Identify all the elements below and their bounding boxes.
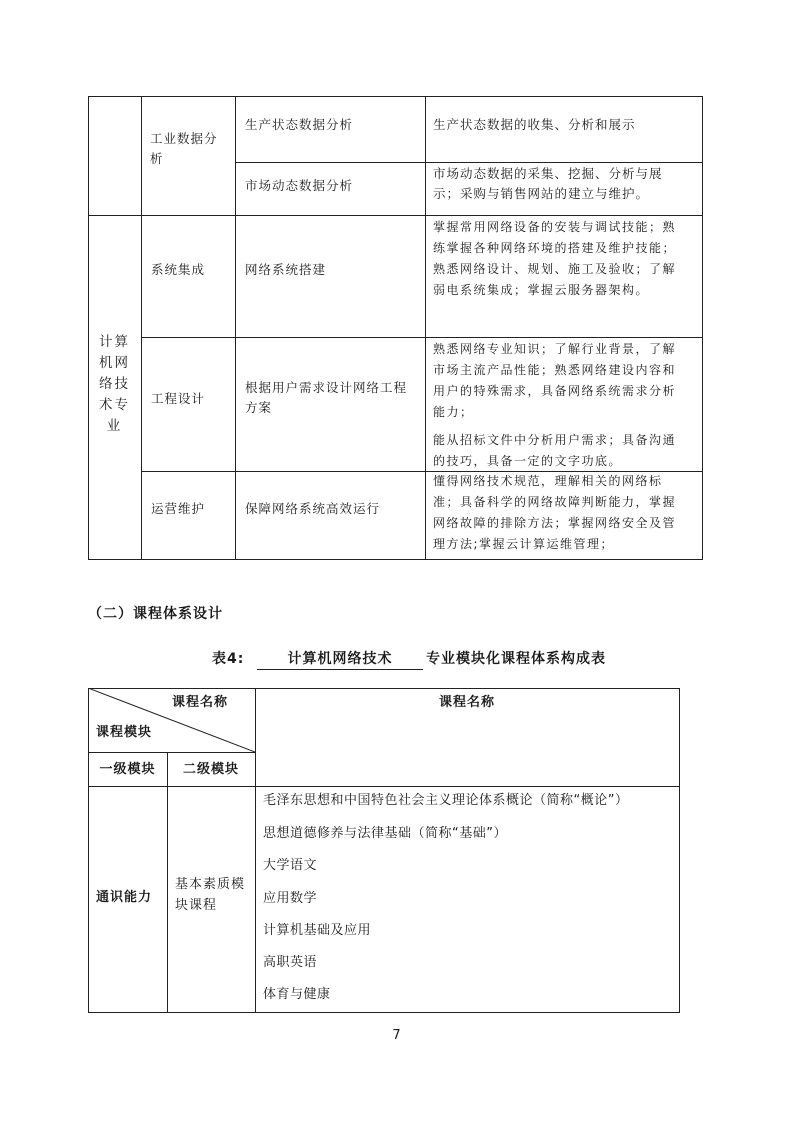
ability-line: 网络故障的排除方法；掌握网络安全及管 <box>433 516 677 530</box>
task-line: 根据用户需求设计网络工程 <box>245 380 408 395</box>
ability-line: 弱电系统集成；掌握云服务器架构。 <box>433 283 650 297</box>
ability-line: 用户的特殊需求，具备网络系统需求分析 <box>433 384 677 398</box>
course-system-table <box>88 688 680 1013</box>
course-item: 应用数学 <box>263 891 318 906</box>
module-name: 系统集成 <box>151 262 206 277</box>
ability-line: 练掌握各种网络环境的搭建及维护技能； <box>433 241 677 255</box>
ability-cell <box>433 217 676 301</box>
ability-cell: 生产状态数据的收集、分析和展示 <box>433 117 636 132</box>
ability-line: 理方法;掌握云计算运维管理； <box>433 537 615 551</box>
task-cell: 市场动态数据分析 <box>245 178 354 193</box>
module-name: 工业数据分析 <box>150 131 218 166</box>
major-line: 业 <box>106 418 123 434</box>
course-item: 大学语文 <box>263 858 318 873</box>
table-border-bottom <box>88 1012 680 1013</box>
ability-line: 熟悉网络设计、规划、施工及验收；了解 <box>433 262 677 276</box>
diagonal-header-top: 课程名称 <box>172 695 229 710</box>
module-name: 运营维护 <box>151 501 206 516</box>
course-item: 高职英语 <box>263 955 318 970</box>
column-divider <box>255 688 256 1013</box>
page-number: 7 <box>392 1028 401 1043</box>
level2-header: 二级模块 <box>182 762 239 777</box>
level2-module <box>175 874 245 916</box>
table-caption-suffix: 专业模块化课程体系构成表 <box>426 651 606 667</box>
task-cell: 保障网络系统高效运行 <box>245 501 381 516</box>
ability-line: 示；采购与销售网站的建立与维护。 <box>433 186 650 201</box>
task-line: 方案 <box>245 400 273 415</box>
table-border-right <box>679 688 680 1013</box>
major-name <box>88 332 141 437</box>
column-divider <box>141 96 142 560</box>
course-name-header: 课程名称 <box>438 695 495 710</box>
level2-line: 块课程 <box>175 898 218 913</box>
table-caption-prefix: 表4: <box>212 651 245 667</box>
task-cell: 生产状态数据分析 <box>245 117 354 132</box>
major-line: 络技 <box>99 376 130 392</box>
course-item: 计算机基础及应用 <box>263 923 372 938</box>
table-caption-major: 计算机网络技术 <box>257 648 423 670</box>
row-divider <box>141 337 702 338</box>
module-name: 工程设计 <box>151 391 206 406</box>
table-border-left <box>88 96 89 560</box>
ability-line: 准；具备科学的网络故障判断能力，掌握 <box>433 495 677 509</box>
course-item: 思想道德修养与法律基础（简称“基础”） <box>263 826 507 841</box>
level1-module: 通识能力 <box>96 890 153 905</box>
column-divider <box>235 96 236 560</box>
row-divider <box>88 786 680 787</box>
ability-line: 熟悉网络专业知识；了解行业背景，了解 <box>433 342 677 356</box>
ability-cell <box>433 339 676 472</box>
table-border-bottom <box>88 559 703 560</box>
major-line: 机网 <box>99 355 130 371</box>
ability-line: 市场动态数据的采集、挖掘、分析与展 <box>433 166 663 181</box>
row-divider <box>235 162 702 163</box>
task-cell: 网络系统搭建 <box>245 262 327 277</box>
major-line: 计算 <box>99 334 130 350</box>
row-divider <box>88 215 703 216</box>
competency-table <box>88 96 703 560</box>
major-line: 术专 <box>99 397 130 413</box>
ability-line: 掌握常用网络设备的安装与调试技能；熟 <box>433 220 677 234</box>
ability-line: 懂得网络技术规范，理解相关的网络标 <box>433 474 663 488</box>
ability-line: 能力； <box>433 405 474 419</box>
course-item: 毛泽东思想和中国特色社会主义理论体系概论（简称“概论”） <box>263 793 629 808</box>
course-item: 体育与健康 <box>263 987 331 1002</box>
section-heading: （二）课程体系设计 <box>88 606 223 622</box>
ability-line: 市场主流产品性能；熟悉网络建设内容和 <box>433 363 677 377</box>
module-cell <box>150 129 230 169</box>
column-divider <box>167 752 168 1013</box>
table-border-top <box>88 96 703 97</box>
diagonal-header-bottom: 课程模块 <box>96 725 153 740</box>
level1-header: 一级模块 <box>99 762 156 777</box>
column-divider <box>425 96 426 560</box>
ability-cell <box>433 471 676 555</box>
ability-line: 的技巧，具备一定的文字功底。 <box>433 454 623 468</box>
ability-line: 能从招标文件中分析用户需求；具备沟通 <box>433 433 677 447</box>
task-cell <box>245 378 407 418</box>
table-border-right <box>702 96 703 560</box>
level2-line: 基本素质模 <box>175 877 246 892</box>
ability-cell <box>433 164 663 204</box>
